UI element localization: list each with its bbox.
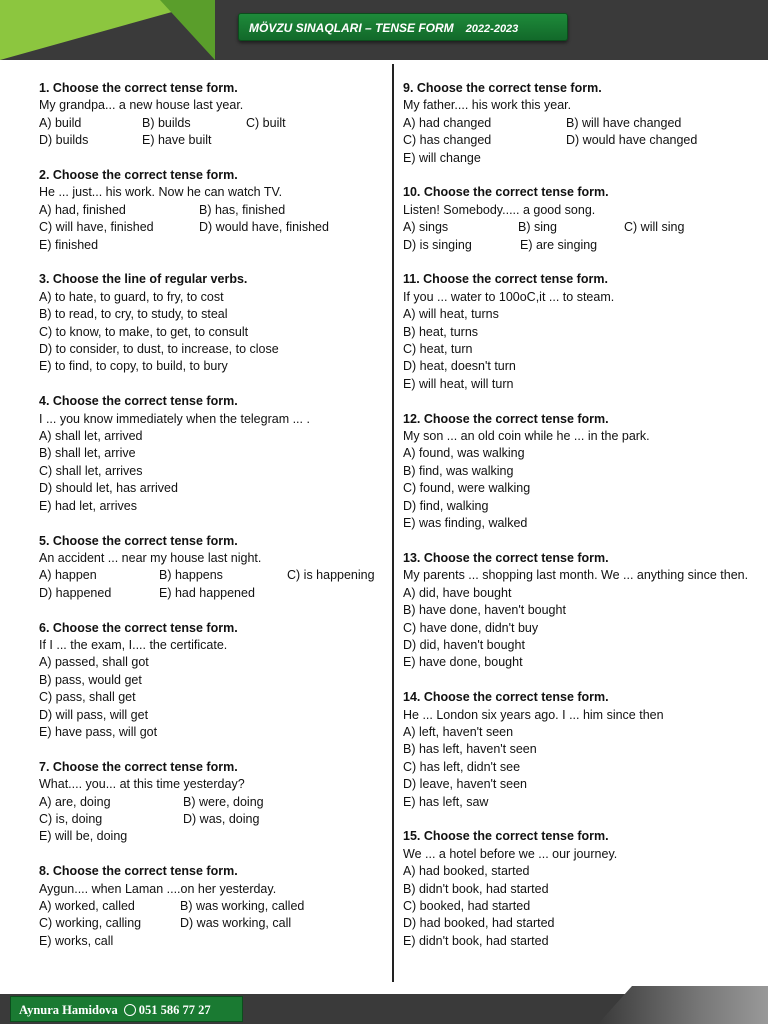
question-heading: 15. Choose the correct tense form. [403, 829, 609, 844]
question-heading: 4. Choose the correct tense form. [39, 394, 238, 409]
answer-option: B) happens [159, 568, 223, 583]
options-row [39, 445, 387, 462]
options-row [39, 463, 387, 480]
question-heading: 8. Choose the correct tense form. [39, 864, 238, 879]
answer-option: C) working, calling [39, 916, 142, 931]
footer-accent-shape [598, 986, 768, 1024]
options-row [403, 776, 753, 793]
options-row [39, 828, 387, 845]
answer-option: C) have done, didn't buy [403, 620, 539, 635]
options-row [403, 480, 753, 497]
answer-option: A) left, haven't seen [403, 724, 514, 739]
answer-option: D) happened [39, 585, 112, 600]
answer-option: D) was working, call [180, 916, 292, 931]
options-row [403, 324, 753, 341]
question-heading: 10. Choose the correct tense form. [403, 185, 609, 200]
answer-option: B) were, doing [183, 794, 264, 809]
options-row [403, 219, 753, 236]
options-row [39, 428, 387, 445]
options-row [403, 602, 753, 619]
question-block [39, 271, 387, 375]
options-row [39, 480, 387, 497]
question-stem: An accident ... near my house last night. [39, 550, 262, 565]
answer-option: D) find, walking [403, 498, 489, 513]
answer-option: C) will sing [624, 220, 685, 235]
answer-option: E) will change [403, 150, 481, 165]
answer-option: C) has left, didn't see [403, 759, 521, 774]
answer-option: B) was working, called [180, 898, 305, 913]
answer-option: B) pass, would get [39, 672, 142, 687]
question-heading: 5. Choose the correct tense form. [39, 533, 238, 548]
answer-option: A) are, doing [39, 794, 111, 809]
options-row [39, 672, 387, 689]
options-row [403, 585, 753, 602]
answer-option: D) heat, doesn't turn [403, 359, 516, 374]
left-column [39, 80, 387, 968]
options-row [39, 115, 387, 132]
answer-option: E) didn't book, had started [403, 933, 549, 948]
question-block [403, 184, 753, 254]
answer-option: C) built [246, 115, 286, 130]
options-row [403, 741, 753, 758]
answer-option: A) build [39, 115, 82, 130]
answer-option: B) heat, turns [403, 324, 479, 339]
question-block [39, 620, 387, 742]
author-phone: 051 586 77 27 [138, 1003, 211, 1017]
options-row [39, 358, 387, 375]
question-heading: 6. Choose the correct tense form. [39, 620, 238, 635]
options-row [403, 759, 753, 776]
question-block [403, 271, 753, 393]
question-heading: 9. Choose the correct tense form. [403, 81, 602, 95]
question-block [39, 759, 387, 846]
options-row [403, 915, 753, 932]
answer-option: C) is, doing [39, 811, 103, 826]
answer-option: B) find, was walking [403, 463, 514, 478]
options-row [39, 898, 387, 915]
options-row [403, 306, 753, 323]
page-title: MÖVZU SINAQLARI – TENSE FORM [249, 21, 454, 35]
answer-option: C) shall let, arrives [39, 463, 143, 478]
options-row [39, 289, 387, 306]
answer-option: B) will have changed [566, 115, 682, 130]
answer-option: E) will be, doing [39, 829, 128, 844]
author-badge [10, 996, 243, 1022]
answer-option: B) sing [518, 220, 557, 235]
options-row [39, 498, 387, 515]
question-block [403, 411, 753, 533]
answer-option: D) builds [39, 133, 89, 148]
answer-option: E) have pass, will got [39, 724, 158, 739]
answer-option: B) builds [142, 115, 191, 130]
answer-option: B) to read, to cry, to study, to steal [39, 307, 228, 322]
answer-option: B) didn't book, had started [403, 881, 549, 896]
options-row [39, 567, 387, 584]
answer-option: E) had happened [159, 585, 255, 600]
question-stem: My parents ... shopping last month. We ... anything since then. [403, 568, 749, 583]
answer-option: A) passed, shall got [39, 655, 149, 670]
options-row [403, 863, 753, 880]
question-block [39, 863, 387, 950]
answer-option: D) was, doing [183, 811, 260, 826]
question-heading: 13. Choose the correct tense form. [403, 550, 609, 565]
question-heading: 14. Choose the correct tense form. [403, 690, 609, 705]
options-row [39, 585, 387, 602]
options-row [39, 707, 387, 724]
answer-option: E) works, call [39, 933, 114, 948]
column-divider [392, 64, 394, 982]
answer-option: A) worked, called [39, 898, 135, 913]
question-block [39, 80, 387, 150]
answer-option: E) to find, to copy, to build, to bury [39, 359, 228, 374]
question-block [39, 167, 387, 254]
answer-option: E) will heat, will turn [403, 376, 514, 391]
options-row [403, 150, 753, 167]
question-block [39, 533, 387, 603]
options-row [39, 306, 387, 323]
answer-option: B) shall let, arrive [39, 446, 136, 461]
answer-option: E) finished [39, 237, 99, 252]
answer-option: A) did, have bought [403, 585, 512, 600]
options-row [403, 445, 753, 462]
answer-option: D) would have, finished [199, 220, 329, 235]
options-row [39, 341, 387, 358]
options-row [403, 898, 753, 915]
question-stem: If you ... water to 100oC,it ... to steam. [403, 289, 615, 304]
options-row [39, 915, 387, 932]
question-stem: What.... you... at this time yesterday? [39, 777, 245, 792]
answer-option: A) happen [39, 568, 97, 583]
answer-option: C) heat, turn [403, 342, 473, 357]
answer-option: C) has changed [403, 133, 492, 148]
header-accent-shape-dark [160, 0, 215, 60]
answer-option: B) has left, haven't seen [403, 742, 537, 757]
answer-option: A) sings [403, 220, 449, 235]
question-stem: If I ... the exam, I.... the certificate. [39, 637, 228, 652]
options-row [403, 237, 753, 254]
question-heading: 3. Choose the line of regular verbs. [39, 272, 248, 287]
options-row [403, 341, 753, 358]
answer-option: E) have done, bought [403, 655, 523, 670]
question-block [39, 393, 387, 515]
answer-option: E) have built [142, 133, 212, 148]
right-column [403, 80, 753, 968]
options-row [403, 463, 753, 480]
answer-option: E) has left, saw [403, 794, 489, 809]
answer-option: A) to hate, to guard, to fry, to cost [39, 289, 224, 304]
question-stem: My grandpa... a new house last year. [39, 98, 244, 113]
question-heading: 11. Choose the correct tense form. [403, 272, 608, 287]
question-heading: 2. Choose the correct tense form. [39, 168, 238, 183]
question-stem: He ... just... his work. Now he can watch TV. [39, 185, 283, 200]
answer-option: D) should let, has arrived [39, 481, 178, 496]
school-year: 2022-2023 [465, 23, 519, 35]
question-block [403, 550, 753, 672]
answer-option: D) would have changed [566, 133, 698, 148]
answer-option: E) was finding, walked [403, 516, 528, 531]
options-row [39, 202, 387, 219]
options-row [39, 237, 387, 254]
options-row [39, 132, 387, 149]
options-row [403, 637, 753, 654]
question-stem: My son ... an old coin while he ... in the park. [403, 429, 650, 444]
options-row [403, 620, 753, 637]
question-block [403, 80, 753, 167]
answer-option: C) is happening [287, 568, 375, 583]
question-heading: 7. Choose the correct tense form. [39, 759, 238, 774]
answer-option: C) found, were walking [403, 481, 531, 496]
question-block [403, 828, 753, 950]
options-row [39, 219, 387, 236]
options-row [403, 498, 753, 515]
options-row [403, 794, 753, 811]
answer-option: A) had booked, started [403, 864, 530, 879]
answer-option: D) will pass, will get [39, 707, 149, 722]
answer-option: D) is singing [403, 237, 472, 252]
options-row [403, 654, 753, 671]
answer-option: C) will have, finished [39, 220, 154, 235]
options-row [403, 515, 753, 532]
options-row [39, 811, 387, 828]
options-row [39, 933, 387, 950]
answer-option: E) are singing [520, 237, 598, 252]
options-row [39, 689, 387, 706]
options-row [403, 132, 753, 149]
answer-option: D) did, haven't bought [403, 637, 525, 652]
options-row [39, 654, 387, 671]
phone-icon [124, 1004, 136, 1016]
options-row [403, 881, 753, 898]
answer-option: A) had changed [403, 115, 492, 130]
answer-option: A) shall let, arrived [39, 429, 143, 444]
question-stem: Aygun.... when Laman ....on her yesterday. [39, 881, 277, 896]
answer-option: D) had booked, had started [403, 916, 555, 931]
answer-option: A) will heat, turns [403, 307, 499, 322]
options-row [403, 115, 753, 132]
question-heading: 12. Choose the correct tense form. [403, 411, 609, 426]
options-row [403, 933, 753, 950]
options-row [39, 324, 387, 341]
question-stem: I ... you know immediately when the telegram ... . [39, 411, 310, 426]
answer-option: D) leave, haven't seen [403, 777, 527, 792]
author-name: Aynura Hamidova [19, 1003, 118, 1017]
answer-option: D) to consider, to dust, to increase, to close [39, 342, 279, 357]
question-stem: We ... a hotel before we ... our journey. [403, 846, 618, 861]
answer-option: B) has, finished [199, 202, 286, 217]
question-stem: My father.... his work this year. [403, 98, 572, 113]
answer-option: C) pass, shall get [39, 690, 136, 705]
answer-option: A) had, finished [39, 202, 126, 217]
answer-option: A) found, was walking [403, 446, 525, 461]
question-heading: 1. Choose the correct tense form. [39, 81, 238, 95]
answer-option: C) booked, had started [403, 899, 531, 913]
answer-option: E) had let, arrives [39, 498, 137, 513]
question-block [403, 689, 753, 811]
options-row [403, 724, 753, 741]
answer-option: B) have done, haven't bought [403, 603, 566, 618]
options-row [39, 724, 387, 741]
question-stem: He ... London six years ago. I ... him since then [403, 707, 664, 722]
header-title-box [238, 13, 568, 41]
options-row [403, 376, 753, 393]
options-row [39, 794, 387, 811]
answer-option: C) to know, to make, to get, to consult [39, 324, 249, 339]
question-stem: Listen! Somebody..... a good song. [403, 202, 596, 217]
options-row [403, 358, 753, 375]
